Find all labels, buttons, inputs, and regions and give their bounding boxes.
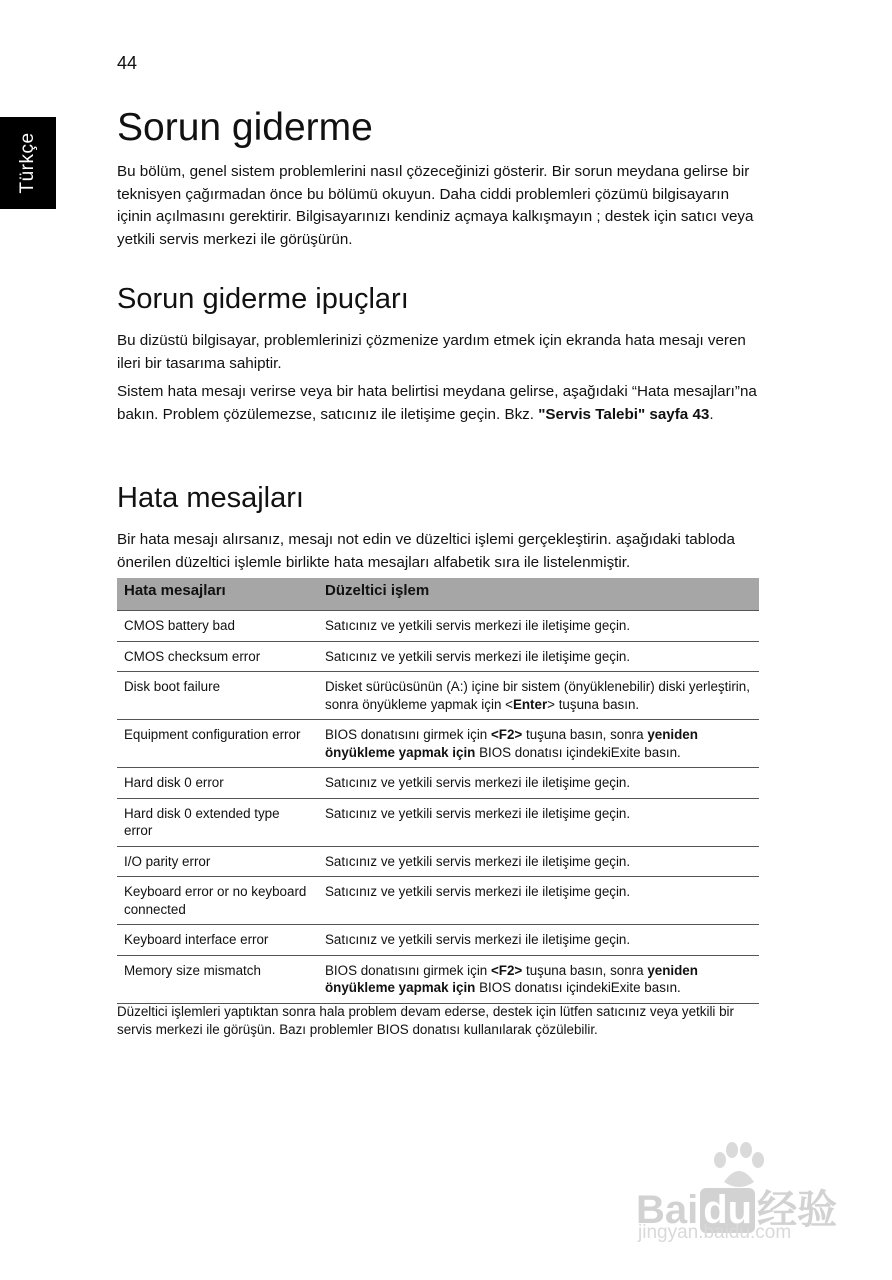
language-side-tab-label: Türkçe bbox=[17, 132, 38, 194]
table-row bbox=[117, 955, 759, 1003]
table-row bbox=[117, 877, 759, 925]
page-number: 44 bbox=[117, 53, 138, 73]
error-message-cell: Hard disk 0 extended type error bbox=[117, 798, 318, 846]
table-row bbox=[117, 925, 759, 956]
tips-paragraph-2: Sistem hata mesajı verirse veya bir hata belirtisi meydana gelirse, aşağıdaki “Hata mesajları”na bakın. Problem çözülemezse, satıcınız ile iletişime geçin. Bkz. "Servis Talebi" sayfa 43. bbox=[117, 383, 757, 423]
closing-note: Düzeltici işlemleri yaptıktan sonra hala problem devam ederse, destek için lütfen satıcınız veya yetkili bir servis merkezi ile görüşün. Bazı problemler BIOS donatısı kullanılarak çözülebilir. bbox=[117, 1004, 734, 1037]
action-cell: BIOS donatısını girmek için <F2> tuşuna basın, sonra yeniden önyükleme yapmak için BIOS donatısı içindekiExite basın. bbox=[318, 720, 759, 768]
action-cell: BIOS donatısını girmek için <F2> tuşuna basın, sonra yeniden önyükleme yapmak için BIOS donatısı içindekiExite basın. bbox=[318, 955, 759, 1003]
error-message-cell: Equipment configuration error bbox=[117, 720, 318, 768]
language-side-tab bbox=[0, 117, 56, 209]
error-message-cell: Hard disk 0 error bbox=[117, 768, 318, 799]
error-message-cell: I/O parity error bbox=[117, 846, 318, 877]
error-message-cell: CMOS checksum error bbox=[117, 641, 318, 672]
table-row bbox=[117, 846, 759, 877]
page-title: Sorun giderme bbox=[117, 106, 373, 149]
intro-paragraph: Bu bölüm, genel sistem problemlerini nasıl çözeceğinizi gösterir. Bir sorun meydana gelirse bir teknisyen çağırmadan önce bu bölümü okuyun. Daha ciddi problemleri çözümü bilgisayarın içinin açılmasını gerektirir. Bilgisayarınızı kendiniz açmaya kalkışmayın ; destek için satıcı veya yetkili servis merkezi ile görüşürün. bbox=[117, 163, 754, 248]
tips-paragraph-1: Bu dizüstü bilgisayar, problemlerinizi çözmenize yardım etmek için ekranda hata mesajı veren ileri bir tasarıma sahiptir. bbox=[117, 332, 746, 372]
error-message-cell: Disk boot failure bbox=[117, 672, 318, 720]
errors-heading: Hata mesajları bbox=[117, 482, 304, 514]
action-cell: Satıcınız ve yetkili servis merkezi ile iletişime geçin. bbox=[318, 925, 759, 956]
tips-heading: Sorun giderme ipuçları bbox=[117, 283, 409, 315]
action-cell: Satıcınız ve yetkili servis merkezi ile iletişime geçin. bbox=[318, 611, 759, 642]
baidu-watermark bbox=[636, 1140, 856, 1250]
action-cell: Satıcınız ve yetkili servis merkezi ile iletişime geçin. bbox=[318, 641, 759, 672]
col-header-messages: Hata mesajları bbox=[117, 578, 318, 611]
service-request-link[interactable]: "Servis Talebi" sayfa 43 bbox=[538, 405, 710, 423]
col-header-action: Düzeltici işlem bbox=[318, 578, 759, 611]
watermark-url: jingyan.baidu.com bbox=[638, 1222, 792, 1243]
watermark-brand: Bai du 经验 bbox=[636, 1188, 838, 1232]
error-message-cell: Keyboard error or no keyboard connected bbox=[117, 877, 318, 925]
table-header-row bbox=[117, 578, 759, 611]
table-row bbox=[117, 611, 759, 642]
action-cell: Satıcınız ve yetkili servis merkezi ile iletişime geçin. bbox=[318, 877, 759, 925]
action-cell: Satıcınız ve yetkili servis merkezi ile iletişime geçin. bbox=[318, 798, 759, 846]
table-row bbox=[117, 720, 759, 768]
errors-intro-paragraph: Bir hata mesajı alırsanız, mesajı not edin ve düzeltici işlemi gerçekleştirin. aşağıdaki tabloda önerilen düzeltici işlemle birlikte hata mesajları alfabetik sıra ile listelenmiştir. bbox=[117, 531, 735, 571]
error-messages-table bbox=[117, 578, 759, 1004]
error-message-cell: CMOS battery bad bbox=[117, 611, 318, 642]
table-row bbox=[117, 798, 759, 846]
action-cell: Disket sürücüsünün (A:) içine bir sistem (önyüklenebilir) diski yerleştirin, sonra önyükleme yapmak için <Enter> tuşuna basın. bbox=[318, 672, 759, 720]
action-cell: Satıcınız ve yetkili servis merkezi ile iletişime geçin. bbox=[318, 768, 759, 799]
error-message-cell: Keyboard interface error bbox=[117, 925, 318, 956]
table-row bbox=[117, 672, 759, 720]
action-cell: Satıcınız ve yetkili servis merkezi ile iletişime geçin. bbox=[318, 846, 759, 877]
error-message-cell: Memory size mismatch bbox=[117, 955, 318, 1003]
table-row bbox=[117, 641, 759, 672]
table-row bbox=[117, 768, 759, 799]
